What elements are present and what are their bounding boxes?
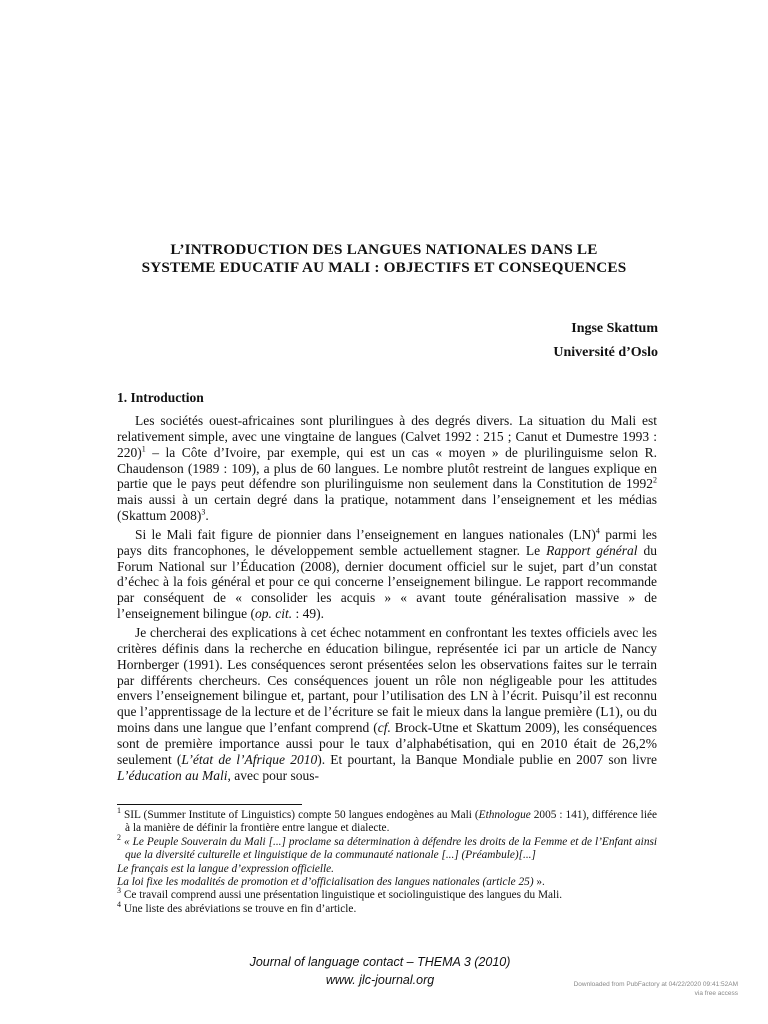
paragraph-1 (117, 413, 657, 524)
footnote-4 (117, 900, 657, 916)
body-text (117, 413, 657, 786)
footnote-2-line-3 (117, 876, 657, 889)
article-title-line-2: SYSTEME EDUCATIF AU MALI : OBJECTIFS ET CONSEQUENCES (141, 259, 627, 276)
paragraph-3-text-a: Je chercherai des explications à cet échec notamment en confrontant les textes officiels avec les critères définis dans la recherche en éducation bilingue, représentée ici par un article de Nancy Hornberger (1991). Les conséquences seront présentées selon les observations faites sur le terrain par différents chercheurs. Ces conséquences jouent un rôle non négligeable pour les attitudes envers l’enseignement bilingue et, partant, pour l’utilisation des LN à l’écrit. Puisqu’il est reconnu que l’apprentissage de la lecture et de l’écriture se fait le mieux dans la langue première (L1), ou du moins dans une langue que l’enfant comprend ( (117, 624, 657, 736)
paragraph-1-text-a: Les sociétés ouest-africaines sont plurilingues à des degrés divers. La situation du Mali est relativement simple, avec une vingtaine de langues (Calvet 1992 : 215 ; Canut et Dumestre 1993 : 220) (117, 413, 657, 460)
paragraph-3-italic-1: cf. (377, 720, 391, 736)
paragraph-1-text-b: – la Côte d’Ivoire, par exemple, qui est un cas « moyen » de plurilinguisme selon R. Chaudenson (1989 : 109), a plus de 60 langues. Le nombre plutôt restreint de langues explique en partie que le pays peut défendre son plurilinguisme non seulement dans la Constitution de 1992 (117, 444, 657, 492)
paragraph-3-text-d: , avec pour sous- (227, 767, 319, 783)
paragraph-3 (117, 625, 657, 783)
footnote-ref-3: 3 (201, 507, 206, 517)
footnote-2-line-2: Le français est la langue d’expression officielle. (117, 862, 335, 875)
footnote-3 (117, 886, 657, 902)
section-heading: 1. Introduction (117, 390, 204, 405)
paragraph-2-italic-1: Rapport général (546, 542, 638, 558)
footnote-separator (117, 804, 302, 805)
footnote-4-text: Une liste des abréviations se trouve en fin d’article. (121, 902, 357, 915)
footnote-ref-2: 2 (653, 475, 657, 485)
journal-website: www. jlc-journal.org (325, 973, 435, 987)
paragraph-2 (117, 527, 657, 622)
footnote-ref-4: 4 (595, 526, 600, 536)
paragraph-3-italic-2: L’état de l’Afrique 2010 (181, 751, 318, 767)
footnote-1-number: 1 (117, 806, 121, 816)
author-affiliation: Université d’Oslo (553, 345, 658, 360)
paragraph-2-italic-2: op. cit. (254, 606, 293, 622)
download-notice: Downloaded from PubFactory at 04/22/2020 09:41:52AM (573, 981, 738, 988)
paragraph-2-text-a: Si le Mali fait figure de pionnier dans l’enseignement en langues nationales (LN) (135, 526, 596, 542)
paragraph-1-text-c: mais aussi à un certain degré dans la pratique, notamment dans l’enseignement et les médias (Skattum 2008) (117, 492, 657, 524)
paragraph-2-text-d: : 49). (292, 606, 324, 622)
paragraph-1-text-d: . (205, 508, 209, 524)
footnotes (117, 806, 657, 916)
footnote-1-text-a: SIL (Summer Institute of Linguistics) compte 50 langues endogènes au Mali ( (121, 809, 479, 821)
footnote-2-line-3-italic: La loi fixe les modalités de promotion et d’officialisation des langues nationales (article 25) (117, 876, 534, 889)
footnote-2-number: 2 (117, 833, 121, 843)
download-access-note: via free access (694, 990, 738, 997)
paragraph-3-italic-3: L’éducation au Mali (117, 767, 228, 783)
paragraph-3-text-c: ). Et pourtant, la Banque Mondiale publie en 2007 son livre (317, 751, 658, 767)
footnote-1 (117, 806, 657, 836)
article-title-line-1: L’INTRODUCTION DES LANGUES NATIONALES DANS LE (170, 241, 598, 258)
footnote-1-text-b: 2005 : 141), différence liée à la manière de définir la frontière entre langue et dialecte. (125, 809, 657, 835)
footnote-1-italic: Ethnologue (478, 809, 531, 821)
footnote-2 (117, 833, 657, 863)
author-name: Ingse Skattum (571, 321, 658, 336)
article-title (100, 241, 668, 277)
footnote-4-number: 4 (117, 900, 121, 910)
paragraph-2-text-b: parmi les pays dits francophones, le développement semble actuellement stagner. Le (117, 526, 657, 558)
footnote-3-text: Ce travail comprend aussi une présentation linguistique et sociolinguistique des langues du Mali. (121, 889, 563, 902)
footnote-ref-1: 1 (141, 444, 146, 454)
footnote-2-quote: « Le Peuple Souverain du Mali [...] proclame sa détermination à défendre les droits de la Femme et de l’Enfant ainsi que la diversité culturelle et linguistique de la communauté nationale [...] (Préambule)[...] (121, 835, 657, 862)
paragraph-2-text-c: du Forum National sur l’Éducation (2008), dernier document officiel sur le sujet, part d’un constat d’échec à la fois général et pour ce qui concerne l’enseignement bilingue. Le rapport recommande par conséquent de « consolider les acquis » « avant toute généralisation massive » de l’enseignement bilingue ( (117, 542, 657, 622)
journal-citation: Journal of language contact – THEMA 3 (2010) (249, 955, 511, 969)
footnote-3-number: 3 (117, 886, 121, 896)
footnote-2-line-3-end: ». (533, 876, 545, 889)
paragraph-3-text-b: Brock-Utne et Skattum 2009), les conséquences sont de première importance aussi pour le taux d’alphabétisation, qui en 2010 était de 26,2% seulement ( (117, 720, 658, 767)
